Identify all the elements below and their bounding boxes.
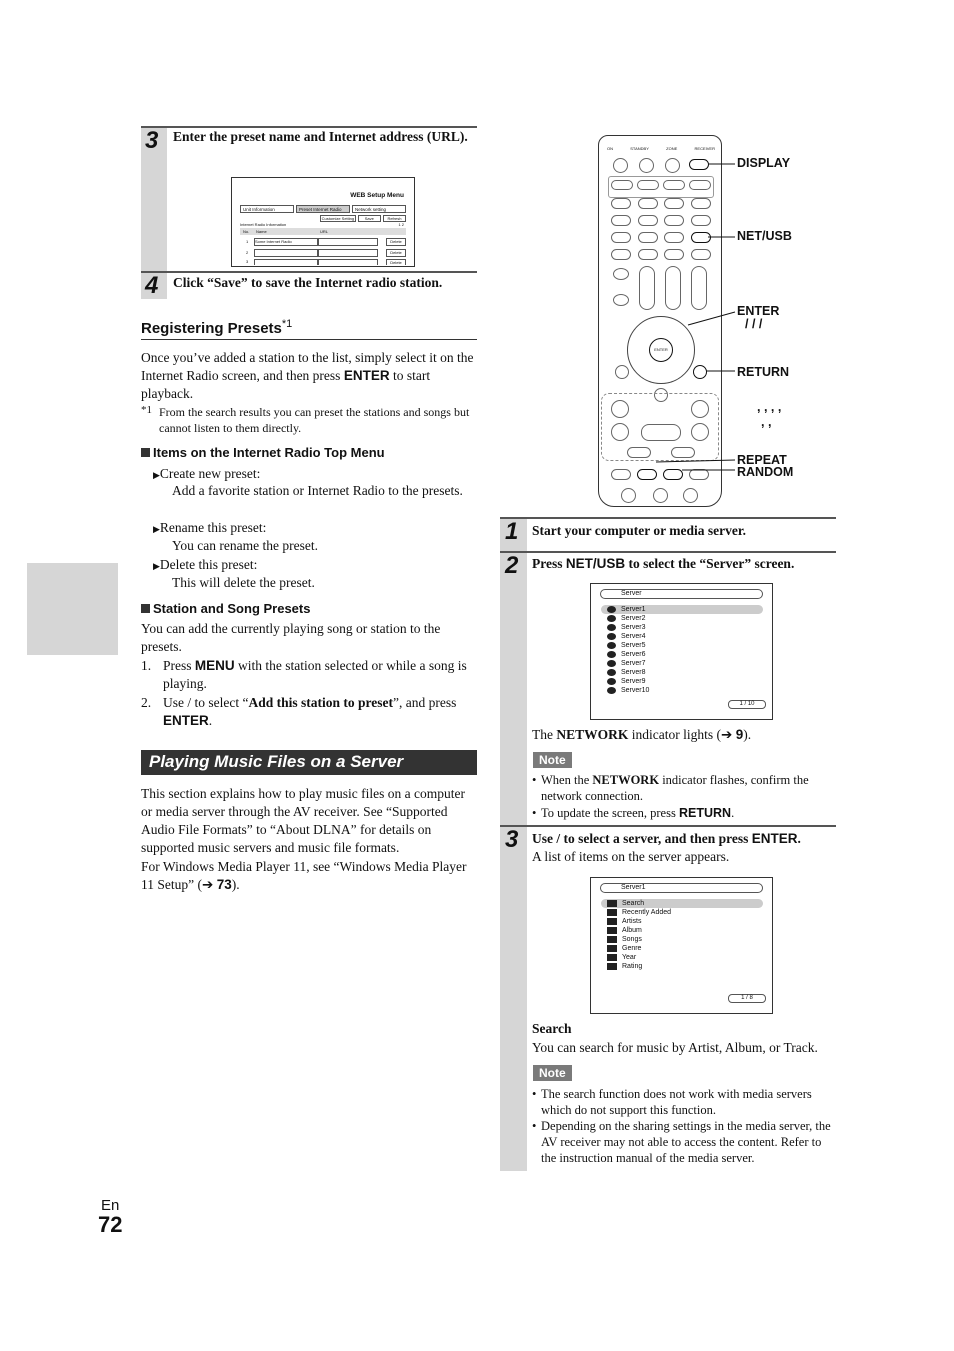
note-item: • The search function does not work with media servers which do not support this function. — [532, 1087, 812, 1117]
list-item[interactable]: Artists — [607, 917, 763, 926]
square-bullet-icon — [141, 604, 150, 613]
registering-paragraph: Once you’ve added a station to the list, simply select it on the Internet Radio screen, and then press ENTER to start playback. — [141, 350, 474, 401]
step3b-rule — [500, 825, 836, 827]
page-indicator: 1 / 8 — [728, 994, 766, 1003]
tab-network-setting[interactable]: Network setting — [352, 205, 406, 213]
list-item: ▶Rename this preset: — [153, 520, 267, 535]
label-arrows: / / / — [745, 317, 763, 331]
list-item: ▶Create new preset: — [153, 466, 261, 481]
server1-screen — [590, 877, 773, 1014]
station-song-step1: Press MENU with the station selected or while a song is playing. — [163, 658, 467, 691]
customize-setting-button[interactable]: Customize Setting — [321, 216, 355, 221]
server-icon — [607, 669, 616, 676]
label-net-usb: NET/USB — [737, 229, 792, 243]
list-item[interactable]: Year — [607, 953, 763, 962]
step3b-subtext: A list of items on the server appears. — [532, 849, 730, 864]
step1-number: 1 — [505, 518, 519, 545]
delete-button[interactable]: Delete — [386, 238, 406, 246]
section-paragraph: This section explains how to play music files on a computer or media server through the AV receiver. See “Supported Audio File Formats” to “About DLNA” for details on supported music servers and music file formats. — [141, 786, 465, 855]
server-list — [607, 605, 763, 695]
list-item[interactable]: Server3 — [607, 623, 763, 632]
arrow-icon: ➔ — [721, 727, 733, 742]
server-screen — [590, 583, 773, 720]
list-number: 1. — [141, 658, 152, 673]
label-repeat: REPEAT — [737, 453, 787, 467]
folder-icon — [607, 936, 617, 943]
step2-number: 2 — [505, 552, 519, 579]
server-icon — [607, 678, 616, 685]
list-item[interactable]: Album — [607, 926, 763, 935]
list-item[interactable]: Server1 — [601, 605, 763, 614]
refresh-button[interactable]: Refresh — [383, 215, 406, 222]
server-icon — [607, 687, 616, 694]
list-item-desc: Add a favorite station or Internet Radio to the presets. — [172, 483, 463, 498]
step3b-number: 3 — [505, 826, 519, 853]
language-tag: En — [101, 1197, 120, 1214]
registering-heading: Registering Presets$^{*1}$ — [141, 318, 293, 337]
list-item[interactable]: Server5 — [607, 641, 763, 650]
triangle-icon: ▶ — [153, 524, 160, 534]
footnote-text: From the search results you can preset the stations and songs but cannot listen to them directly. — [159, 405, 470, 435]
items-menu-heading: Items on the Internet Radio Top Menu — [141, 445, 385, 460]
step4-text: Click “Save” to save the Internet radio station. — [173, 275, 443, 290]
step4-number: 4 — [145, 272, 159, 299]
server-icon — [607, 615, 616, 622]
list-item[interactable]: Rating — [607, 962, 763, 971]
web-setup-title: WEB Setup Menu — [350, 192, 404, 199]
delete-button[interactable]: Delete — [386, 249, 406, 257]
header-name: Name — [256, 229, 267, 234]
server-icon — [607, 642, 616, 649]
list-item[interactable]: Search — [601, 899, 763, 908]
section-label: Internet Radio Information — [240, 222, 287, 227]
name-field[interactable] — [254, 259, 318, 265]
list-item[interactable]: Server10 — [607, 686, 763, 695]
step2-text: Press NET/USB to select the “Server” screen. — [532, 556, 795, 571]
server1-screen-title: Server1 — [600, 883, 763, 893]
url-field[interactable] — [318, 259, 378, 265]
list-item-desc: This will delete the preset. — [172, 575, 315, 590]
enter-button[interactable]: ENTER — [649, 338, 673, 362]
server-icon — [607, 660, 616, 667]
label-random: RANDOM — [737, 465, 794, 479]
list-item: ▶Delete this preset: — [153, 557, 258, 572]
list-item[interactable]: Songs — [607, 935, 763, 944]
list-item-desc: You can rename the preset. — [172, 538, 318, 553]
folder-icon — [607, 909, 617, 916]
header-no: No. — [243, 229, 250, 234]
footnote-mark: *1 — [141, 404, 152, 416]
server-icon — [607, 633, 616, 640]
tab-unit-information[interactable]: Unit Information — [240, 205, 294, 213]
save-button[interactable]: Save — [358, 215, 381, 222]
note-item: • To update the screen, press RETURN. — [532, 806, 735, 820]
table-header — [240, 228, 406, 235]
server-icon — [607, 624, 616, 631]
triangle-icon: ▶ — [153, 561, 160, 571]
url-field[interactable] — [318, 249, 378, 257]
label-enter: ENTER — [737, 304, 780, 318]
step2-rule — [500, 551, 836, 553]
note-item: • Depending on the sharing settings in the media server, the AV receiver may not able to access the content. Refer to the instruction manual of the media server. — [532, 1119, 831, 1165]
section-banner — [141, 750, 477, 775]
list-item[interactable]: Server7 — [607, 659, 763, 668]
number-button[interactable] — [621, 488, 636, 503]
note-item: • When the NETWORK indicator flashes, confirm the network connection. — [532, 773, 809, 803]
delete-button[interactable]: Delete — [386, 259, 406, 265]
step1-text: Start your computer or media server. — [532, 523, 746, 538]
side-tab — [27, 563, 118, 655]
table-row: 2 Delete — [240, 249, 406, 257]
station-song-step2: Use / to select “Add this station to preset”, and press ENTER. — [163, 695, 457, 728]
search-heading: Search — [532, 1021, 572, 1036]
web-setup-screenshot — [231, 177, 415, 267]
folder-icon — [607, 945, 617, 952]
name-field[interactable] — [254, 249, 318, 257]
list-item[interactable]: Server8 — [607, 668, 763, 677]
step3-text: Enter the preset name and Internet address (URL). — [173, 129, 468, 144]
label-display: DISPLAY — [737, 156, 791, 170]
list-item[interactable]: Server9 — [607, 677, 763, 686]
network-indicator-text: The NETWORK indicator lights (➔ 9). — [532, 727, 752, 742]
callout-lines — [600, 150, 740, 480]
list-item[interactable]: Server2 — [607, 614, 763, 623]
remote-top-labels: ON STANDBY ZONE RECEIVER — [607, 146, 715, 151]
search-text: You can search for music by Artist, Album, or Track. — [532, 1040, 818, 1055]
header-url: URL — [320, 229, 329, 234]
triangle-icon: ▶ — [153, 470, 160, 480]
url-field[interactable] — [318, 238, 378, 246]
list-number: 2. — [141, 695, 152, 710]
note-label: Note — [533, 752, 572, 768]
server-icon — [607, 606, 616, 613]
server-icon — [607, 651, 616, 658]
list-item[interactable]: Server4 — [607, 632, 763, 641]
section-title: Playing Music Files on a Server — [149, 752, 404, 771]
table-row: 1 Some Internet Radio Delete — [240, 238, 406, 246]
step3b-text: Use / to select a server, and then press ENTER. — [532, 831, 801, 846]
folder-icon — [607, 927, 617, 934]
step4-rule — [141, 271, 477, 273]
list-item[interactable]: Recently Added — [607, 908, 763, 917]
step1-rule — [500, 517, 836, 519]
label-return: RETURN — [737, 365, 790, 379]
label-transport-1: , , , , — [757, 400, 782, 414]
pages-label: 1 2 — [398, 222, 404, 227]
server1-list — [607, 899, 763, 971]
tab-preset-internet-radio[interactable]: Preset Internet Radio — [296, 205, 350, 213]
label-transport-2: , , — [761, 415, 772, 429]
list-item[interactable]: Genre — [607, 944, 763, 953]
arrow-icon: ➔ — [202, 877, 214, 892]
folder-icon — [607, 918, 617, 925]
footnote-ref: *1 — [281, 318, 293, 330]
name-field[interactable]: Some Internet Radio — [254, 238, 318, 246]
note-label: Note — [533, 1065, 572, 1081]
step3-number: 3 — [145, 127, 159, 154]
station-song-paragraph: You can add the currently playing song or station to the presets. — [141, 621, 441, 654]
wmp-paragraph: For Windows Media Player 11, see “Windows Media Player 11 Setup” (➔ 73). — [141, 859, 467, 892]
number-button[interactable] — [653, 488, 668, 503]
table-row: 3 Delete — [240, 259, 406, 265]
registering-rule — [141, 339, 477, 340]
list-item[interactable]: Server6 — [607, 650, 763, 659]
page-indicator: 1 / 10 — [728, 700, 766, 709]
folder-icon — [607, 900, 617, 907]
number-button[interactable] — [683, 488, 698, 503]
station-song-heading: Station and Song Presets — [141, 601, 310, 616]
square-bullet-icon — [141, 448, 150, 457]
folder-icon — [607, 963, 617, 970]
page-number: 72 — [98, 1212, 123, 1237]
server-screen-title: Server — [600, 589, 763, 599]
folder-icon — [607, 954, 617, 961]
